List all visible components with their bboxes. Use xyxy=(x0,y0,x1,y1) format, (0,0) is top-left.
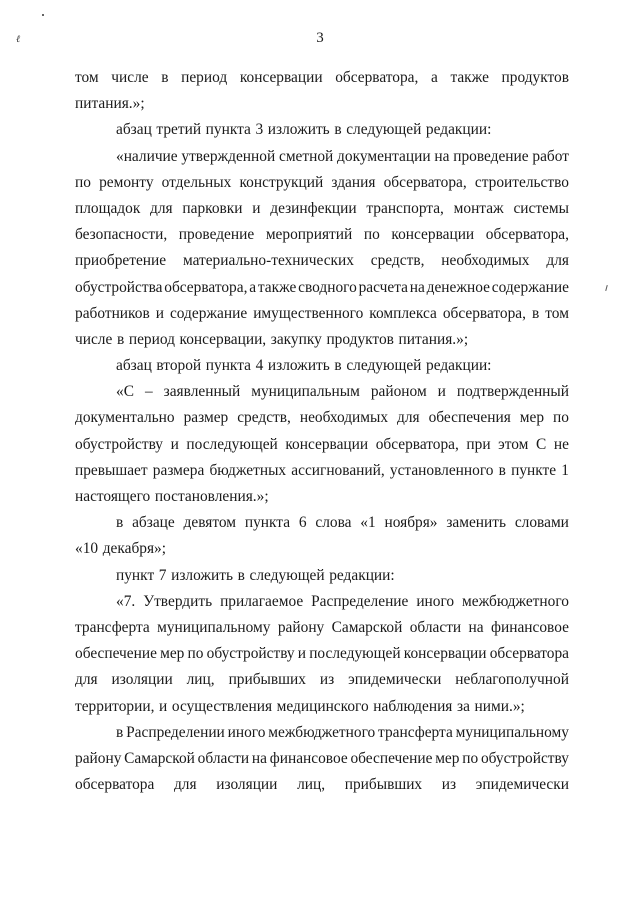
text-line: району Самарской области на финансовое обеспечение мер по обустройству xyxy=(75,749,569,767)
page-number: 3 xyxy=(316,30,324,46)
text-line: обустройства обсерватора, а также сводного расчета на денежное содержание xyxy=(75,278,569,296)
text-line: «наличие утвержденной сметной документации на проведение работ xyxy=(116,147,569,165)
text-line: обустройству и последующей консервации обсерватора, при этом С не xyxy=(75,435,569,453)
text-line: пункт 7 изложить в следующей редакции: xyxy=(116,566,395,584)
text-line: в абзаце девятом пункта 6 слова «1 ноября» заменить словами xyxy=(116,514,569,532)
scan-mark-tick xyxy=(605,285,608,291)
text-line: работников и содержание имущественного комплекса обсерватора, в том xyxy=(75,304,569,322)
text-line: для изоляции лиц, прибывших из эпидемически неблагополучной xyxy=(75,671,569,689)
text-line: том числе в период консервации обсерватора, а также продуктов xyxy=(75,69,569,86)
text-line: приобретение материально-технических средств, необходимых для xyxy=(75,252,569,270)
text-line: обеспечение мер по обустройству и последующей консервации обсерватора xyxy=(75,645,569,663)
text-line: документально размер средств, необходимых для обеспечения мер по xyxy=(75,409,569,427)
text-line: обсерватора для изоляции лиц, прибывших из эпидемически xyxy=(75,776,569,794)
scan-mark-squiggle: ℓ xyxy=(16,34,21,45)
text-line: трансферта муниципальному району Самарской области на финансовое xyxy=(75,618,569,636)
paragraph xyxy=(75,353,569,379)
text-line: абзац третий пункта 3 изложить в следующей редакции: xyxy=(116,121,492,139)
text-line: безопасности, проведение мероприятий по консервации обсерватора, xyxy=(75,226,569,244)
text-line: «7. Утвердить прилагаемое Распределение иного межбюджетного xyxy=(116,592,569,610)
text-line: настоящего постановления.»; xyxy=(75,488,269,505)
paragraph xyxy=(75,589,569,720)
text-line: абзац второй пункта 4 изложить в следующей редакции: xyxy=(116,357,492,375)
text-line: питания.»; xyxy=(75,95,145,113)
text-line: площадок для парковки и дезинфекции транспорта, монтаж системы xyxy=(75,199,569,217)
text-line: «10 декабря»; xyxy=(75,540,167,558)
document-body xyxy=(75,65,569,798)
paragraph xyxy=(75,563,569,589)
paragraph xyxy=(75,117,569,143)
text-line: в Распределении иного межбюджетного трансферта муниципальному xyxy=(116,723,569,741)
paragraph xyxy=(75,510,569,562)
paragraph xyxy=(75,379,569,510)
scan-mark-dot xyxy=(42,14,44,16)
paragraph xyxy=(75,144,569,354)
text-line: по ремонту отдельных конструкций здания обсерватора, строительство xyxy=(75,173,569,191)
paragraph xyxy=(75,720,569,799)
paragraph xyxy=(75,65,569,117)
text-line: территории, и осуществления медицинского наблюдения за ними.»; xyxy=(75,697,525,715)
text-line: «С – заявленный муниципальным районом и подтвержденный xyxy=(116,383,569,401)
text-line: числе в период консервации, закупку продуктов питания.»; xyxy=(75,330,469,348)
text-line: превышает размера бюджетных ассигнований, установленного в пункте 1 xyxy=(75,461,569,479)
